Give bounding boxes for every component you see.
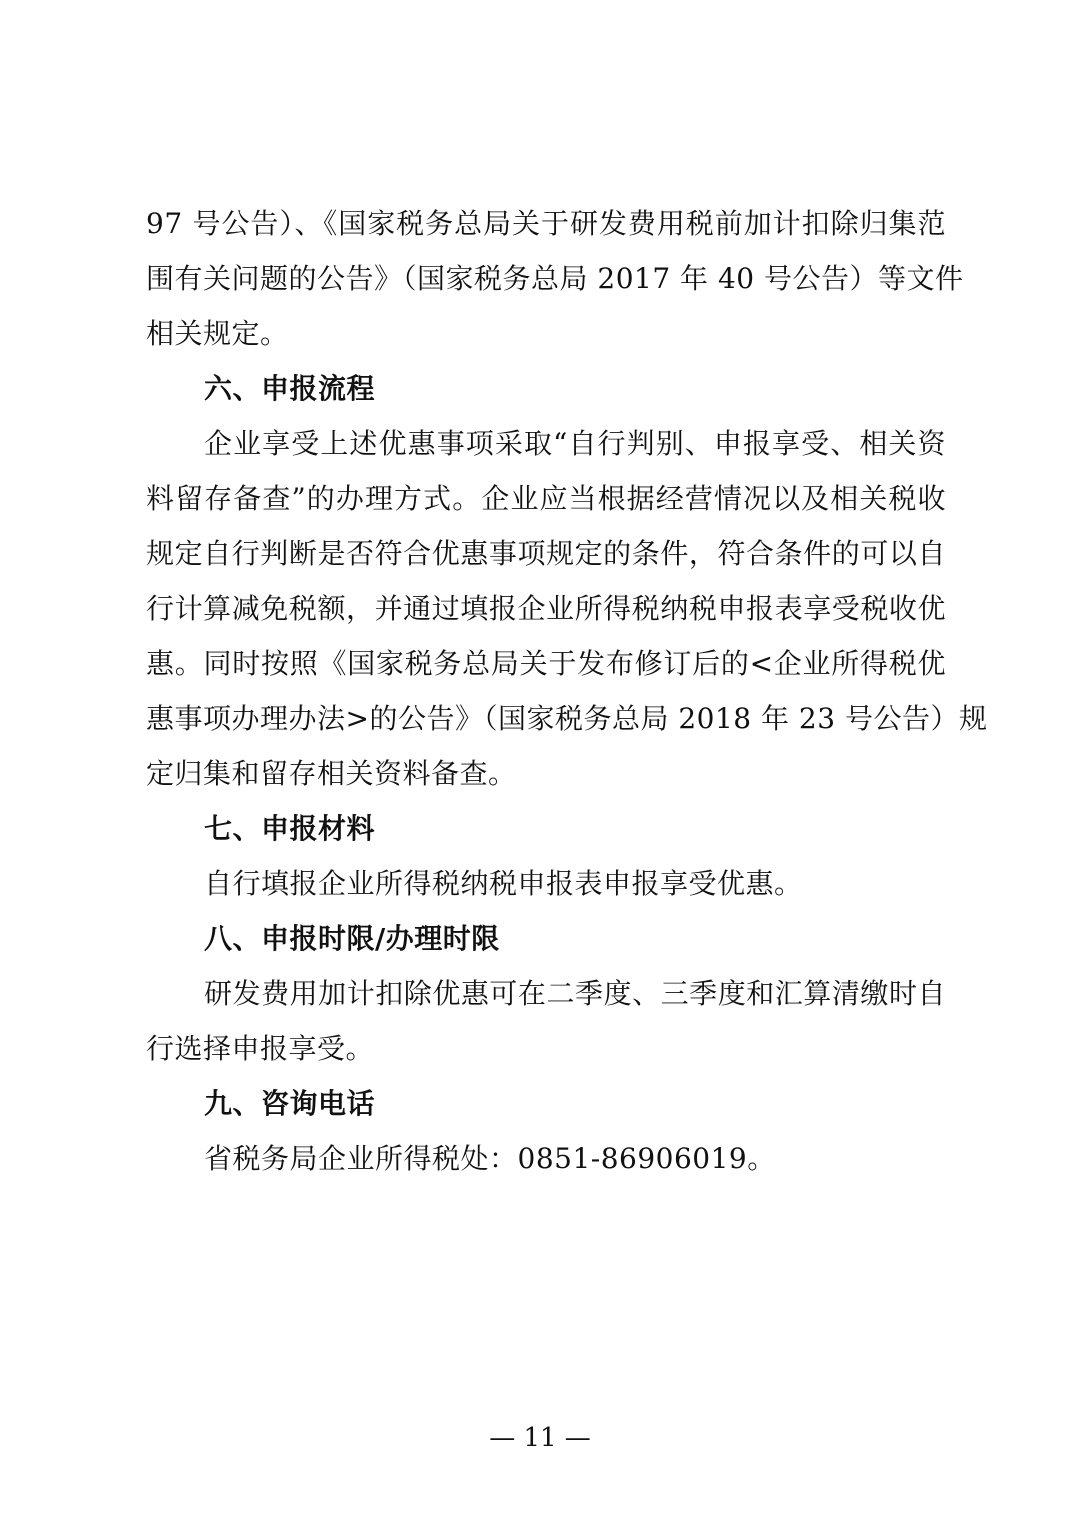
paragraph-line: 自行填报企业所得税纳税申报表申报享受优惠。 (204, 867, 803, 900)
paragraph-line: 定归集和留存相关资料备查。 (146, 757, 517, 790)
paragraph-line: 行计算减免税额，并通过填报企业所得税纳税申报表享受税收优 (146, 592, 946, 625)
contact-phone-line: 省税务局企业所得税处：0851-86906019。 (204, 1142, 776, 1175)
paragraph-line: 惠。同时按照《国家税务总局关于发布修订后的<企业所得税优 (146, 647, 946, 680)
paragraph-line: 企业享受上述优惠事项采取“自行判别、申报享受、相关资 (204, 427, 946, 460)
paragraph-line: 围有关问题的公告》（国家税务总局 2017 年 40 号公告）等文件 (146, 262, 964, 295)
paragraph-line: 行选择申报享受。 (146, 1032, 375, 1065)
paragraph-line: 规定自行判断是否符合优惠事项规定的条件，符合条件的可以自 (146, 537, 946, 570)
paragraph-line: 惠事项办理办法>的公告》（国家税务总局 2018 年 23 号公告）规 (146, 702, 988, 735)
paragraph-line: 相关规定。 (146, 317, 289, 350)
paragraph-line: 料留存备查”的办理方式。企业应当根据经营情况以及相关税收 (146, 482, 946, 515)
section-heading-6: 六、申报流程 (204, 372, 376, 405)
document-body (146, 196, 988, 1186)
page-number: — 11 — (489, 1423, 591, 1453)
section-heading-8: 八、申报时限/办理时限 (204, 922, 500, 955)
section-heading-9: 九、咨询电话 (204, 1087, 376, 1120)
paragraph-line: 97 号公告）、《国家税务总局关于研发费用税前加计扣除归集范 (146, 207, 946, 240)
paragraph-line: 研发费用加计扣除优惠可在二季度、三季度和汇算清缴时自 (204, 977, 946, 1010)
section-heading-7: 七、申报材料 (204, 812, 376, 845)
